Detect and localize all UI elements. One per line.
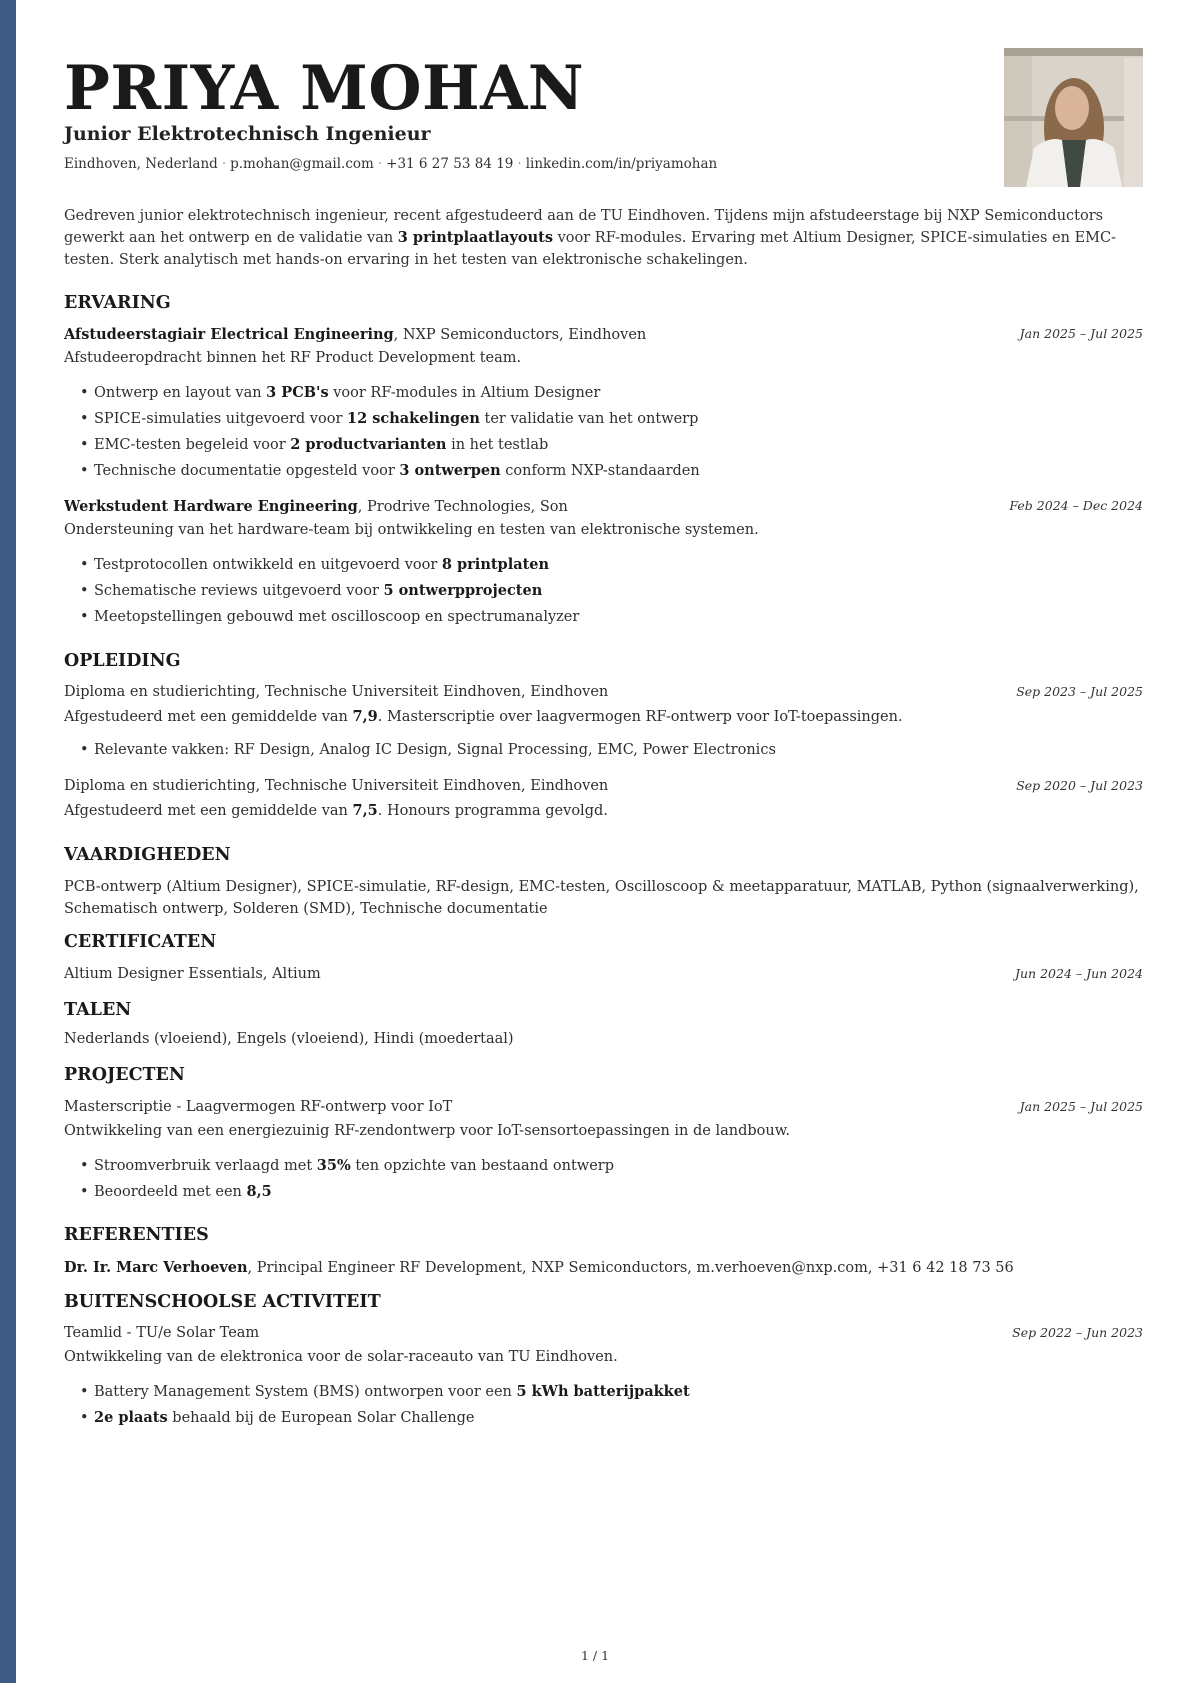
section-title-skills: VAARDIGHEDEN [64,845,231,865]
list-item: • 2e plaats behaald bij de European Solar Challenge [80,1409,474,1426]
list-item: • Technische documentatie opgesteld voor 3 ontwerpen conform NXP-standaarden [80,462,700,479]
accent-sidebar [0,0,16,1683]
contact-line [64,156,717,172]
skills-list: PCB-ontwerp (Altium Designer), SPICE-simulatie, RF-design, EMC-testen, Oscilloscoop & meetapparatuur, MATLAB, Python (signaalverwerking), Schematisch ontwerp, Solderen (SMD), Technische documentatie [64,879,1139,917]
separator: · [221,156,227,172]
professional-summary [64,205,1143,271]
education-description: Afgestudeerd met een gemiddelde van 7,5. Honours programma gevolgd. [64,802,608,819]
separator: · [377,156,383,172]
page-indicator: 1 / 1 [580,1648,610,1663]
list-item: • Ontwerp en layout van 3 PCB's voor RF-modules in Altium Designer [80,384,600,401]
languages-list: Nederlands (vloeiend), Engels (vloeiend), Hindi (moedertaal) [64,1031,514,1047]
list-item: • Beoordeeld met een 8,5 [80,1183,272,1200]
certificate-name: Altium Designer Essentials, Altium [64,966,321,982]
activity-description: Ontwikkeling van de elektronica voor de solar-raceauto van TU Eindhoven. [64,1349,618,1365]
reference-details: , Principal Engineer RF Development, NXP Semiconductors, m.verhoeven@nxp.com, +31 6 42 18 73 56 [247,1260,1014,1276]
section-title-extracurricular: BUITENSCHOOLSE ACTIVITEIT [64,1292,381,1312]
list-item: • Testprotocollen ontwikkeld en uitgevoerd voor 8 printplaten [80,556,549,573]
section-title-languages: TALEN [64,1000,132,1020]
summary-text: Gedreven junior elektrotechnisch ingenieur, recent afgestudeerd aan de TU Eindhoven. Tijdens mijn afstudeerstage bij NXP Semiconductors gewerkt aan het ontwerp en de validatie van [64,208,1104,246]
section-title-certificates: CERTIFICATEN [64,932,217,952]
section-title-education: OPLEIDING [64,651,181,671]
project-title: Masterscriptie - Laagvermogen RF-ontwerp voor IoT [64,1099,453,1115]
list-item: • SPICE-simulaties uitgevoerd voor 12 schakelingen ter validatie van het ontwerp [80,410,698,427]
project-dates: Jan 2025 – Jul 2025 [1019,1099,1143,1114]
reference-name: Dr. Ir. Marc Verhoeven [64,1259,248,1276]
education-dates: Sep 2023 – Jul 2025 [1016,684,1143,699]
phone: +31 6 27 53 84 19 [386,156,514,172]
summary-highlight: 3 printplaatlayouts [397,229,553,246]
education-description: Afgestudeerd met een gemiddelde van 7,9. Masterscriptie over laagvermogen RF-ontwerp voor IoT-toepassingen. [64,708,903,725]
summary-text: voor RF-modules. Ervaring met Altium Designer, SPICE-simulaties en EMC-testen. Sterk analytisch met hands-on ervaring in het testen van elektronische schakelingen. [64,230,1117,268]
list-item: • EMC-testen begeleid voor 2 productvarianten in het testlab [80,436,548,453]
education-heading: Diploma en studierichting, Technische Universiteit Eindhoven, Eindhoven [64,684,609,700]
section-title-references: REFERENTIES [64,1225,209,1245]
list-item: • Battery Management System (BMS) ontworpen voor een 5 kWh batterijpakket [80,1383,690,1400]
experience-org: , Prodrive Technologies, Son [357,499,568,515]
profile-photo [1004,48,1143,187]
list-item: • Stroomverbruik verlaagd met 35% ten opzichte van bestaand ontwerp [80,1157,614,1174]
experience-org: , NXP Semiconductors, Eindhoven [393,327,647,343]
activity-dates: Sep 2022 – Jun 2023 [1012,1325,1143,1340]
experience-heading [64,326,646,343]
linkedin-link[interactable]: linkedin.com/in/priyamohan [525,156,718,172]
list-item: • Meetopstellingen gebouwd met oscilloscoop en spectrumanalyzer [80,608,579,625]
education-heading: Diploma en studierichting, Technische Universiteit Eindhoven, Eindhoven [64,778,609,794]
section-title-experience: ERVARING [64,293,171,313]
candidate-name: PRIYA MOHAN [64,53,585,124]
section-title-projects: PROJECTEN [64,1065,185,1085]
experience-heading [64,498,568,515]
certificate-dates: Jun 2024 – Jun 2024 [1015,966,1143,981]
activity-title: Teamlid - TU/e Solar Team [64,1325,260,1341]
project-description: Ontwikkeling van een energiezuinig RF-zendontwerp voor IoT-sensortoepassingen in de landbouw. [64,1123,791,1139]
list-item: • Relevante vakken: RF Design, Analog IC Design, Signal Processing, EMC, Power Electronics [80,742,776,758]
job-title: Junior Elektrotechnisch Ingenieur [64,123,431,145]
experience-description: Afstudeeropdracht binnen het RF Product Development team. [64,350,522,366]
reference-entry [64,1259,1014,1276]
experience-dates: Feb 2024 – Dec 2024 [1009,498,1143,513]
experience-role: Werkstudent Hardware Engineering [64,498,358,515]
education-dates: Sep 2020 – Jul 2023 [1016,778,1143,793]
list-item: • Schematische reviews uitgevoerd voor 5 ontwerpprojecten [80,582,542,599]
experience-description: Ondersteuning van het hardware-team bij ontwikkeling en testen van elektronische systemen. [64,522,759,538]
location: Eindhoven, Nederland [64,156,218,172]
portrait-image [1004,48,1143,187]
separator: · [517,156,522,172]
experience-role: Afstudeerstagiair Electrical Engineering [64,326,394,343]
email-link[interactable]: p.mohan@gmail.com [230,156,374,172]
experience-dates: Jan 2025 – Jul 2025 [1019,326,1143,341]
